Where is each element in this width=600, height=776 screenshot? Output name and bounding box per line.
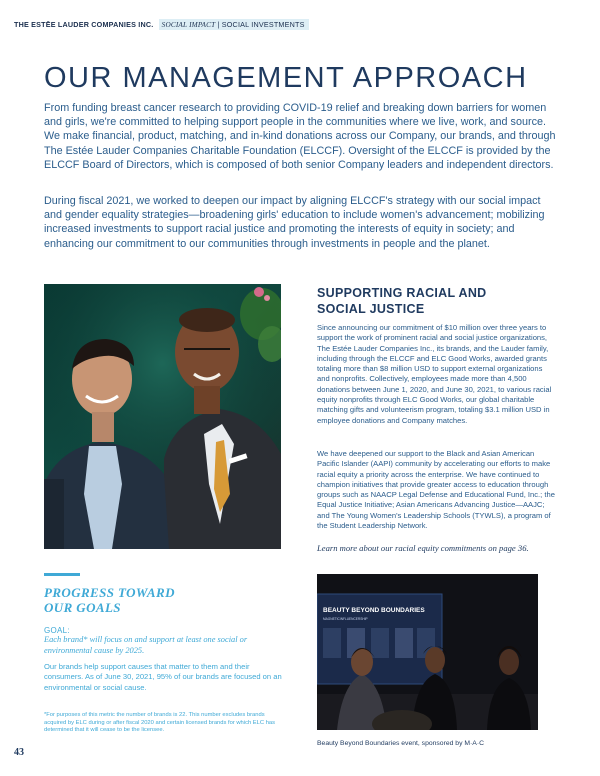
goals-heading xyxy=(44,585,175,615)
company-name: THE ESTĒE LAUDER COMPANIES INC. xyxy=(14,20,154,29)
page-title: OUR MANAGEMENT APPROACH xyxy=(44,62,528,94)
intro-paragraph-1: From funding breast cancer research to providing COVID-19 relief and breaking down barriers for women and girls, we're committed to helping support people in the communities where we live, work, and source. We make financial, product, matching, and in-kind donations across our Company, our brands, and through The Estée Lauder Companies Charitable Foundation (ELCCF). Oversight of the ELCCF is provided by the ELCCF Board of Directors, which is composed of both senior Company leaders and independent directors. xyxy=(44,102,556,171)
goals-heading-line-2: OUR GOALS xyxy=(44,600,121,615)
goal-progress-text: Our brands help support causes that matter to them and their consumers. As of June 30, 2021, 95% of our brands are focused on an environmental or social cause. xyxy=(44,662,282,692)
photo-caption: Beauty Beyond Boundaries event, sponsored by M·A·C xyxy=(317,740,484,747)
photo-two-men xyxy=(44,284,281,549)
section-tag xyxy=(159,19,309,30)
goal-footnote: *For purposes of this metric the number of brands is 22. This number excludes brands acquired by ELC during or after fiscal 2020 and certain licensed brands for which ELC has determined that it will cease to be the licensee. xyxy=(44,712,276,734)
section-name: SOCIAL IMPACT xyxy=(161,21,216,29)
racial-paragraph-1: Since announcing our commitment of $10 million over three years to support the work of prominent racial and social justice organizations, The Estée Lauder Companies Inc., its brands, and the Lauder family, including through the ELCCF and ELC Good Works, awarded grants totaling more than $8 million USD to support external organizations and nonprofits. Collectively, employees made more than 4,500 donations between June 1, 2020, and June 30, 2021, to various racial equity nonprofits through ELC Good Works, our global charitable matching gifts and volunteerism program, totaling $3.1 million USD in employee donations and Company matches. xyxy=(317,323,552,425)
subsection-name: | SOCIAL INVESTMENTS xyxy=(215,20,305,29)
goal-statement: Each brand* will focus on and support at least one social or environmental cause by 2025. xyxy=(44,635,248,655)
racial-heading-line-2: SOCIAL JUSTICE xyxy=(317,302,425,316)
goals-accent-bar xyxy=(44,573,80,576)
running-header xyxy=(14,19,309,30)
racial-paragraph-2: We have deepened our support to the Black and Asian American Pacific Islander (AAPI) community by accelerating our efforts to make racial equity a priority across the enterprise. We have continued to champion initiatives that provide greater access to education through groups such as NAACP Legal Defense and Educational Fund, Inc.; the Equal Justice Initiative; Asian Americans Advancing Justice—AAJC; and The Young Women's Leadership Schools (TYWLS), a program of the Student Leadership Network. xyxy=(317,449,555,531)
screen-subtitle: MAGNETICINFLUENCERSHIP xyxy=(323,617,368,621)
racial-heading-line-1: SUPPORTING RACIAL AND xyxy=(317,286,487,300)
intro-paragraph-2: During fiscal 2021, we worked to deepen our impact by aligning ELCCF's strategy with our social impact and gender equality strategies—broadening girls' education to include women's advancement; mobilizing increased investments to support racial justice and promoting the interests of equity in society; and enhancing our commitment to our communities through investments in people and the planet. xyxy=(44,195,545,250)
goal-label: GOAL: xyxy=(44,626,70,635)
learn-more-link[interactable]: Learn more about our racial equity commitments on page 36. xyxy=(317,543,529,553)
racial-justice-heading xyxy=(317,285,557,317)
photo-panel-event xyxy=(317,574,538,730)
page-number: 43 xyxy=(14,747,24,758)
screen-title: BEAUTY BEYOND BOUNDARIES xyxy=(323,607,425,614)
goals-heading-line-1: PROGRESS TOWARD xyxy=(44,585,175,600)
